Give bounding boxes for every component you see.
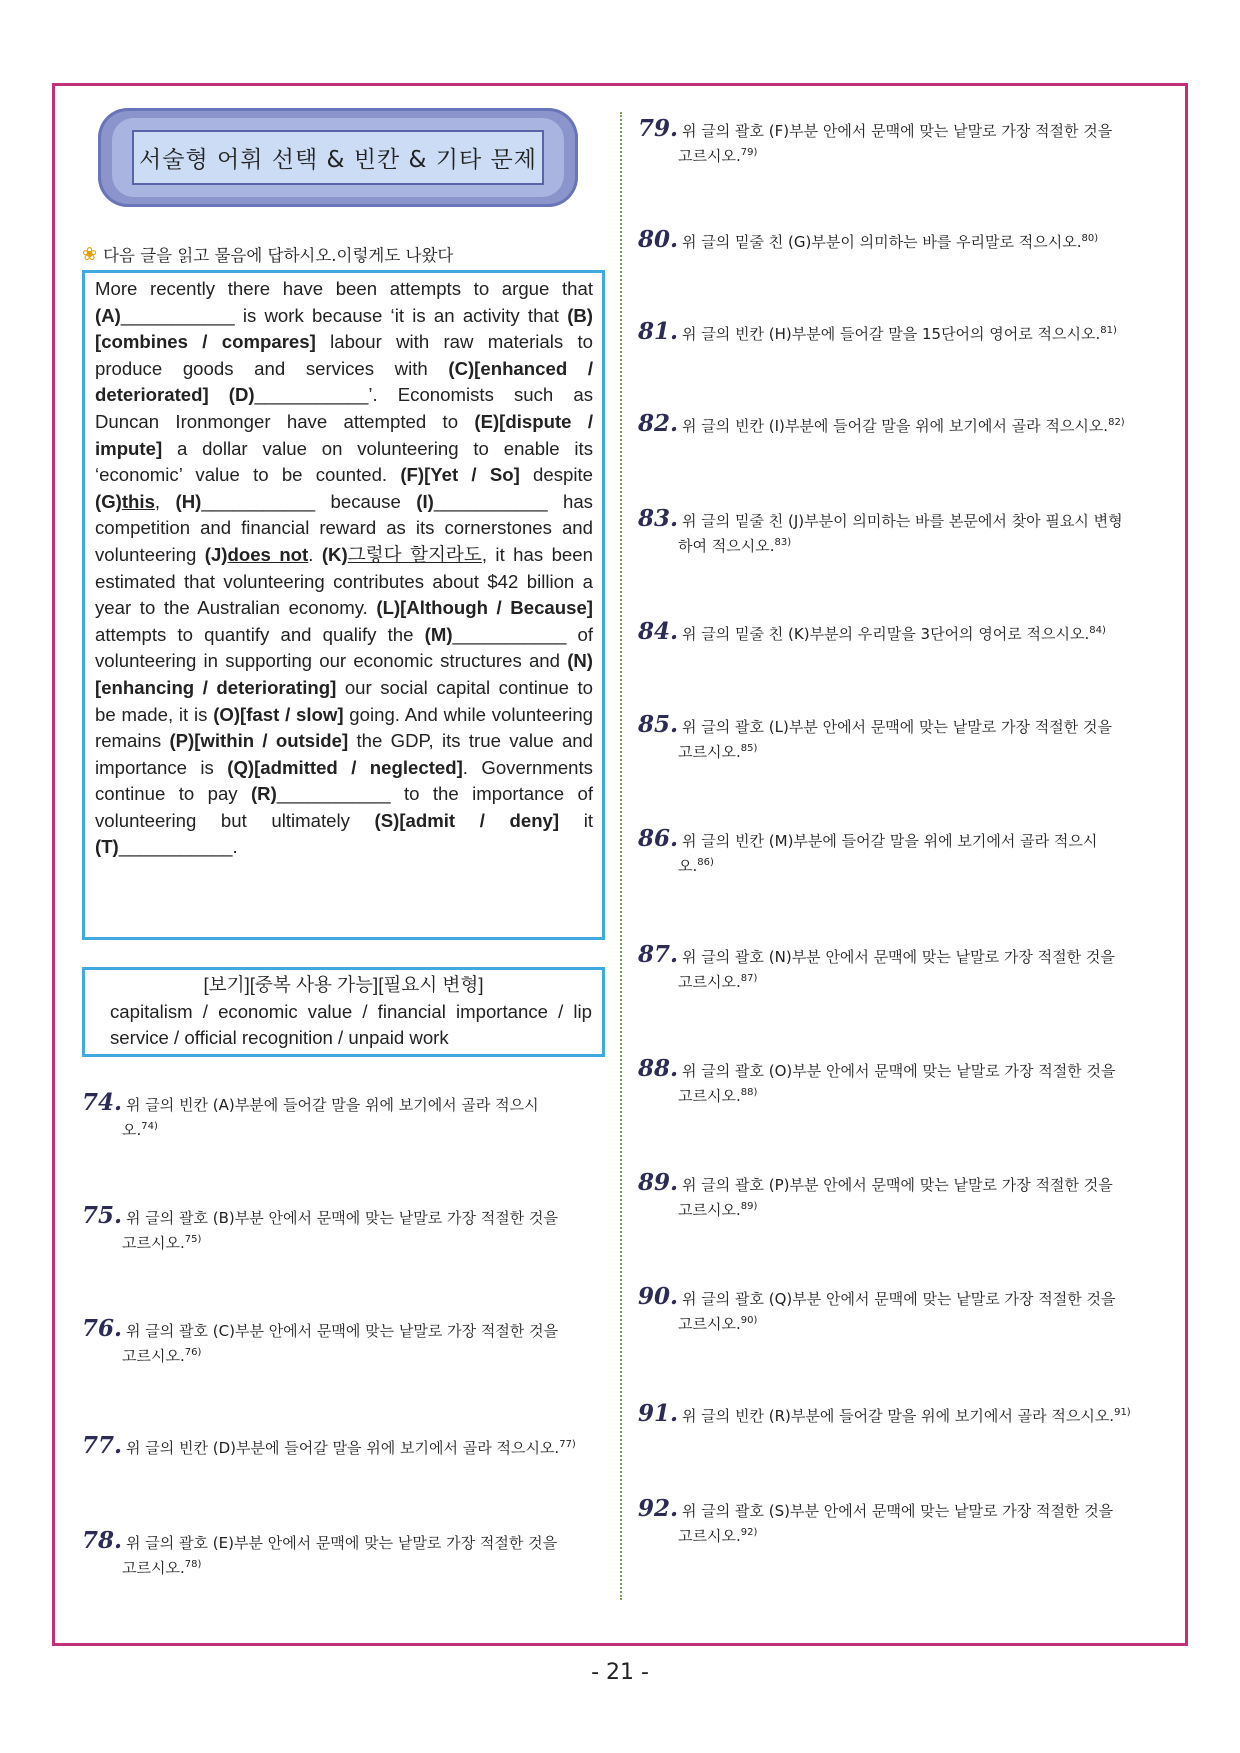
label-j: (J)does not bbox=[204, 543, 309, 565]
blank-r: ___________ bbox=[276, 783, 391, 805]
question-number: 82. bbox=[638, 410, 679, 437]
choice-e: (E)[dispute / impute] bbox=[95, 410, 593, 459]
footnote-ref: 90) bbox=[740, 1315, 758, 1326]
question-text-continued: 고르시오.$^{89)}$ bbox=[678, 1201, 758, 1219]
footnote-ref: 76) bbox=[184, 1347, 202, 1358]
question-number: 83. bbox=[638, 505, 679, 532]
passage-text: because bbox=[315, 490, 417, 512]
question-number: 81. bbox=[638, 318, 679, 345]
footnote-ref: 92) bbox=[740, 1527, 758, 1538]
label-a: (A) bbox=[95, 304, 121, 326]
question-number: 76. bbox=[82, 1315, 123, 1342]
question-text: 위 글의 괄호 (E)부분 안에서 문맥에 맞는 낱말로 가장 적절한 것을 bbox=[126, 1534, 558, 1552]
question-text: 위 글의 괄호 (S)부분 안에서 문맥에 맞는 낱말로 가장 적절한 것을 bbox=[682, 1502, 1114, 1520]
passage-text: of volunteering in supporting our economic structures and bbox=[95, 623, 593, 672]
question-item bbox=[82, 1434, 604, 1459]
flower-icon: ❀ bbox=[82, 243, 98, 265]
footnote-ref: 83) bbox=[774, 537, 792, 548]
question-text: 위 글의 괄호 (F)부분 안에서 문맥에 맞는 낱말로 가장 적절한 것을 bbox=[682, 122, 1113, 140]
question-text-continued: 오.$^{86)}$ bbox=[678, 857, 714, 875]
passage-text: , it has been estimated that volunteering contributes about $42 billion a year to the Australian economy. bbox=[95, 543, 593, 619]
question-item bbox=[82, 1089, 604, 1141]
question-item bbox=[638, 228, 1160, 253]
passage-text: . Governments continue to pay bbox=[95, 756, 593, 805]
passage-text: labour with raw materials to produce goods and services with bbox=[95, 331, 593, 379]
question-item bbox=[638, 1055, 1160, 1107]
label-g: (G)this bbox=[95, 490, 155, 512]
question-number: 91. bbox=[638, 1400, 679, 1427]
question-number: 74. bbox=[82, 1089, 123, 1116]
question-text: 위 글의 빈칸 (I)부분에 들어갈 말을 위에 보기에서 골라 적으시오. bbox=[682, 417, 1109, 435]
question-text: 위 글의 괄호 (P)부분 안에서 문맥에 맞는 낱말로 가장 적절한 것을 bbox=[682, 1176, 1113, 1194]
question-number: 77. bbox=[82, 1432, 123, 1459]
blank-h: ___________ bbox=[201, 490, 316, 512]
word-bank-title: [보기][중복 사용 가능][필요시 변형] bbox=[203, 974, 484, 995]
question-text: 위 글의 밑줄 친 (K)부분의 우리말을 3단어의 영어로 적으시오. bbox=[682, 625, 1090, 643]
label-m: (M) bbox=[424, 623, 453, 645]
passage-text: our social capital continue to be made, it is bbox=[95, 676, 593, 725]
question-item bbox=[638, 1495, 1160, 1547]
passage-text: despite bbox=[519, 464, 593, 486]
question-item bbox=[638, 1402, 1160, 1427]
passage-text: has competition and financial reward as its cornerstones and volunteering bbox=[95, 490, 593, 565]
question-item bbox=[638, 115, 1160, 167]
footnote-ref: 82) bbox=[1108, 417, 1125, 428]
passage-text: a dollar value on volunteering to enable its ‘economic’ value to be counted. bbox=[95, 437, 593, 486]
question-number: 79. bbox=[638, 115, 679, 142]
choice-n: (N)[enhancing / deteriorating] bbox=[95, 650, 593, 698]
question-number: 90. bbox=[638, 1283, 679, 1310]
question-text-continued: 하여 적으시오.$^{83)}$ bbox=[678, 537, 792, 555]
section-title: 서술형 어휘 선택 & 빈칸 & 기타 문제 bbox=[132, 130, 544, 185]
question-number: 89. bbox=[638, 1169, 679, 1196]
question-text-continued: 고르시오.$^{92)}$ bbox=[678, 1527, 758, 1545]
question-number: 86. bbox=[638, 825, 679, 852]
passage-box: More recently there have been attempts to argue that (A)___________ is work because ‘it is an activity that (B)[combines / compares] labour with raw materials to produce goods and services with (C)[enhanced / deteriorated] (D)___________’. Economists such as Duncan Ironmonger have attempted to (E)[dispute / impute] a dollar value on volunteering to enable its ‘economic’ value to be counted. (F)[Yet / So] despite (G)this, (H)___________ because (I)___________ has competition and financial reward as its cornerstones and volunteering (J)does not. (K)그렇다 할지라도, it has been estimated that volunteering contributes about $42 billion a year to the Australian economy. (L)[Although / Because] attempts to quantify and qualify the (M)___________ of volunteering in supporting our economic structures and (N)[enhancing / deteriorating] our social capital continue to be made, it is (O)[fast / slow] going. And while volunteering remains (P)[within / outside] the GDP, its true value and importance is (Q)[admitted / neglected]. Governments continue to pay (R)___________ to the importance of volunteering but ultimately (S)[admit / deny] it (T)___________. bbox=[82, 270, 605, 940]
choice-s: (S)[admit / deny] bbox=[374, 809, 560, 831]
passage-text: More recently there have been attempts to argue that bbox=[95, 278, 593, 299]
question-number: 84. bbox=[638, 618, 679, 645]
underlined-k: 그렇다 할지라도 bbox=[347, 543, 482, 565]
footnote-ref: 87) bbox=[740, 973, 758, 984]
question-text: 위 글의 괄호 (Q)부분 안에서 문맥에 맞는 낱말로 가장 적절한 것을 bbox=[682, 1290, 1116, 1308]
passage-text: attempts to quantify and qualify the bbox=[95, 623, 425, 645]
footnote-ref: 91) bbox=[1114, 1407, 1131, 1418]
passage-text: is work because ‘it is an activity that bbox=[234, 304, 568, 326]
blank-d: ___________ bbox=[254, 384, 369, 406]
footnote-ref: 78) bbox=[184, 1559, 202, 1570]
question-text-continued: 고르시오.$^{75)}$ bbox=[122, 1234, 202, 1252]
choice-p: (P)[within / outside] bbox=[169, 730, 349, 752]
footnote-ref: 80) bbox=[1081, 233, 1099, 244]
underlined-j: does not bbox=[227, 543, 309, 565]
question-number: 87. bbox=[638, 941, 679, 968]
footnote-ref: 79) bbox=[740, 147, 758, 158]
question-item bbox=[638, 1283, 1160, 1335]
label-h: (H) bbox=[175, 490, 202, 512]
question-number: 78. bbox=[82, 1527, 123, 1554]
question-item bbox=[638, 825, 1160, 877]
question-item bbox=[82, 1202, 604, 1254]
blank-i: ___________ bbox=[433, 490, 548, 512]
question-text: 위 글의 밑줄 친 (G)부분이 의미하는 바를 우리말로 적으시오. bbox=[682, 233, 1082, 251]
passage-text: the GDP, its true value and importance is bbox=[95, 730, 593, 778]
question-text-continued: 고르시오.$^{78)}$ bbox=[122, 1559, 202, 1577]
question-number: 85. bbox=[638, 711, 679, 738]
question-text: 위 글의 괄호 (L)부분 안에서 문맥에 맞는 낱말로 가장 적절한 것을 bbox=[682, 718, 1113, 736]
question-item bbox=[638, 1169, 1160, 1221]
question-number: 92. bbox=[638, 1495, 679, 1522]
choice-f: (F)[Yet / So] bbox=[400, 464, 520, 486]
question-text: 위 글의 빈칸 (H)부분에 들어갈 말을 15단어의 영어로 적으시오. bbox=[682, 325, 1101, 343]
blank-t: ___________ bbox=[118, 836, 233, 858]
label-d: (D) bbox=[228, 384, 255, 406]
question-item bbox=[82, 1527, 604, 1579]
footnote-ref: 84) bbox=[1089, 625, 1106, 636]
question-text-continued: 고르시오.$^{85)}$ bbox=[678, 743, 758, 761]
footnote-ref: 75) bbox=[184, 1234, 202, 1245]
question-item bbox=[638, 320, 1160, 345]
choice-o: (O)[fast / slow] bbox=[213, 703, 344, 725]
choice-l: (L)[Although / Because] bbox=[376, 597, 593, 619]
choice-b: (B)[combines / compares] bbox=[95, 304, 593, 353]
question-number: 80. bbox=[638, 226, 679, 253]
question-text: 위 글의 빈칸 (R)부분에 들어갈 말을 위에 보기에서 골라 적으시오. bbox=[682, 1407, 1115, 1425]
blank-a: ___________ bbox=[120, 304, 235, 326]
blank-m: ___________ bbox=[452, 623, 567, 645]
choice-q: (Q)[admitted / neglected] bbox=[227, 756, 463, 778]
question-text-continued: 고르시오.$^{79)}$ bbox=[678, 147, 758, 165]
page-number: - 21 - bbox=[591, 1660, 649, 1685]
label-t: (T) bbox=[95, 836, 119, 858]
question-text: 위 글의 괄호 (N)부분 안에서 문맥에 맞는 낱말로 가장 적절한 것을 bbox=[682, 948, 1115, 966]
question-text: 위 글의 빈칸 (D)부분에 들어갈 말을 위에 보기에서 골라 적으시오. bbox=[126, 1439, 560, 1457]
question-text: 위 글의 괄호 (C)부분 안에서 문맥에 맞는 낱말로 가장 적절한 것을 bbox=[126, 1322, 559, 1340]
passage-text: going. And while volunteering remains bbox=[95, 703, 594, 752]
footnote-ref: 81) bbox=[1100, 325, 1117, 336]
label-r: (R) bbox=[250, 783, 277, 805]
footnote-ref: 89) bbox=[740, 1201, 758, 1212]
column-divider bbox=[620, 112, 622, 1600]
choice-c: (C)[enhanced / deteriorated] bbox=[95, 357, 593, 406]
label-i: (I) bbox=[416, 490, 434, 512]
question-text-continued: 고르시오.$^{87)}$ bbox=[678, 973, 758, 991]
question-item bbox=[82, 1315, 604, 1367]
question-text-continued: 고르시오.$^{88)}$ bbox=[678, 1087, 758, 1105]
question-text: 위 글의 빈칸 (M)부분에 들어갈 말을 위에 보기에서 골라 적으시 bbox=[682, 832, 1098, 850]
footnote-ref: 88) bbox=[740, 1087, 758, 1098]
footnote-ref: 74) bbox=[141, 1121, 158, 1132]
question-text: 위 글의 빈칸 (A)부분에 들어갈 말을 위에 보기에서 골라 적으시 bbox=[126, 1096, 539, 1114]
question-item bbox=[638, 412, 1160, 437]
question-item bbox=[638, 505, 1160, 557]
question-number: 88. bbox=[638, 1055, 679, 1082]
word-bank-box bbox=[82, 967, 605, 1057]
passage-text: to the importance of volunteering but ultimately bbox=[95, 783, 593, 831]
label-k: (K) bbox=[321, 543, 348, 565]
footnote-ref: 77) bbox=[559, 1439, 576, 1450]
instruction bbox=[82, 242, 453, 266]
question-text-continued: 고르시오.$^{76)}$ bbox=[122, 1347, 202, 1365]
question-item bbox=[638, 711, 1160, 763]
underlined-g: this bbox=[121, 490, 155, 512]
question-item bbox=[638, 620, 1160, 645]
passage-text: ’. Economists such as Duncan Ironmonger have attempted to bbox=[95, 384, 594, 432]
word-bank-words: capitalism / economic value / financial importance / lip service / official recognition / unpaid work bbox=[110, 1000, 592, 1048]
question-text-continued: 고르시오.$^{90)}$ bbox=[678, 1315, 758, 1333]
instruction-text: 다음 글을 읽고 물음에 답하시오.이렇게도 나왔다 bbox=[103, 246, 454, 265]
question-text: 위 글의 밑줄 친 (J)부분이 의미하는 바를 본문에서 찾아 필요시 변형 bbox=[682, 512, 1123, 530]
question-text: 위 글의 괄호 (O)부분 안에서 문맥에 맞는 낱말로 가장 적절한 것을 bbox=[682, 1062, 1116, 1080]
footnote-ref: 85) bbox=[740, 743, 758, 754]
question-item bbox=[638, 941, 1160, 993]
question-number: 75. bbox=[82, 1202, 123, 1229]
footnote-ref: 86) bbox=[697, 857, 714, 868]
question-text: 위 글의 괄호 (B)부분 안에서 문맥에 맞는 낱말로 가장 적절한 것을 bbox=[126, 1209, 558, 1227]
question-text-continued: 오.$^{74)}$ bbox=[122, 1121, 158, 1139]
